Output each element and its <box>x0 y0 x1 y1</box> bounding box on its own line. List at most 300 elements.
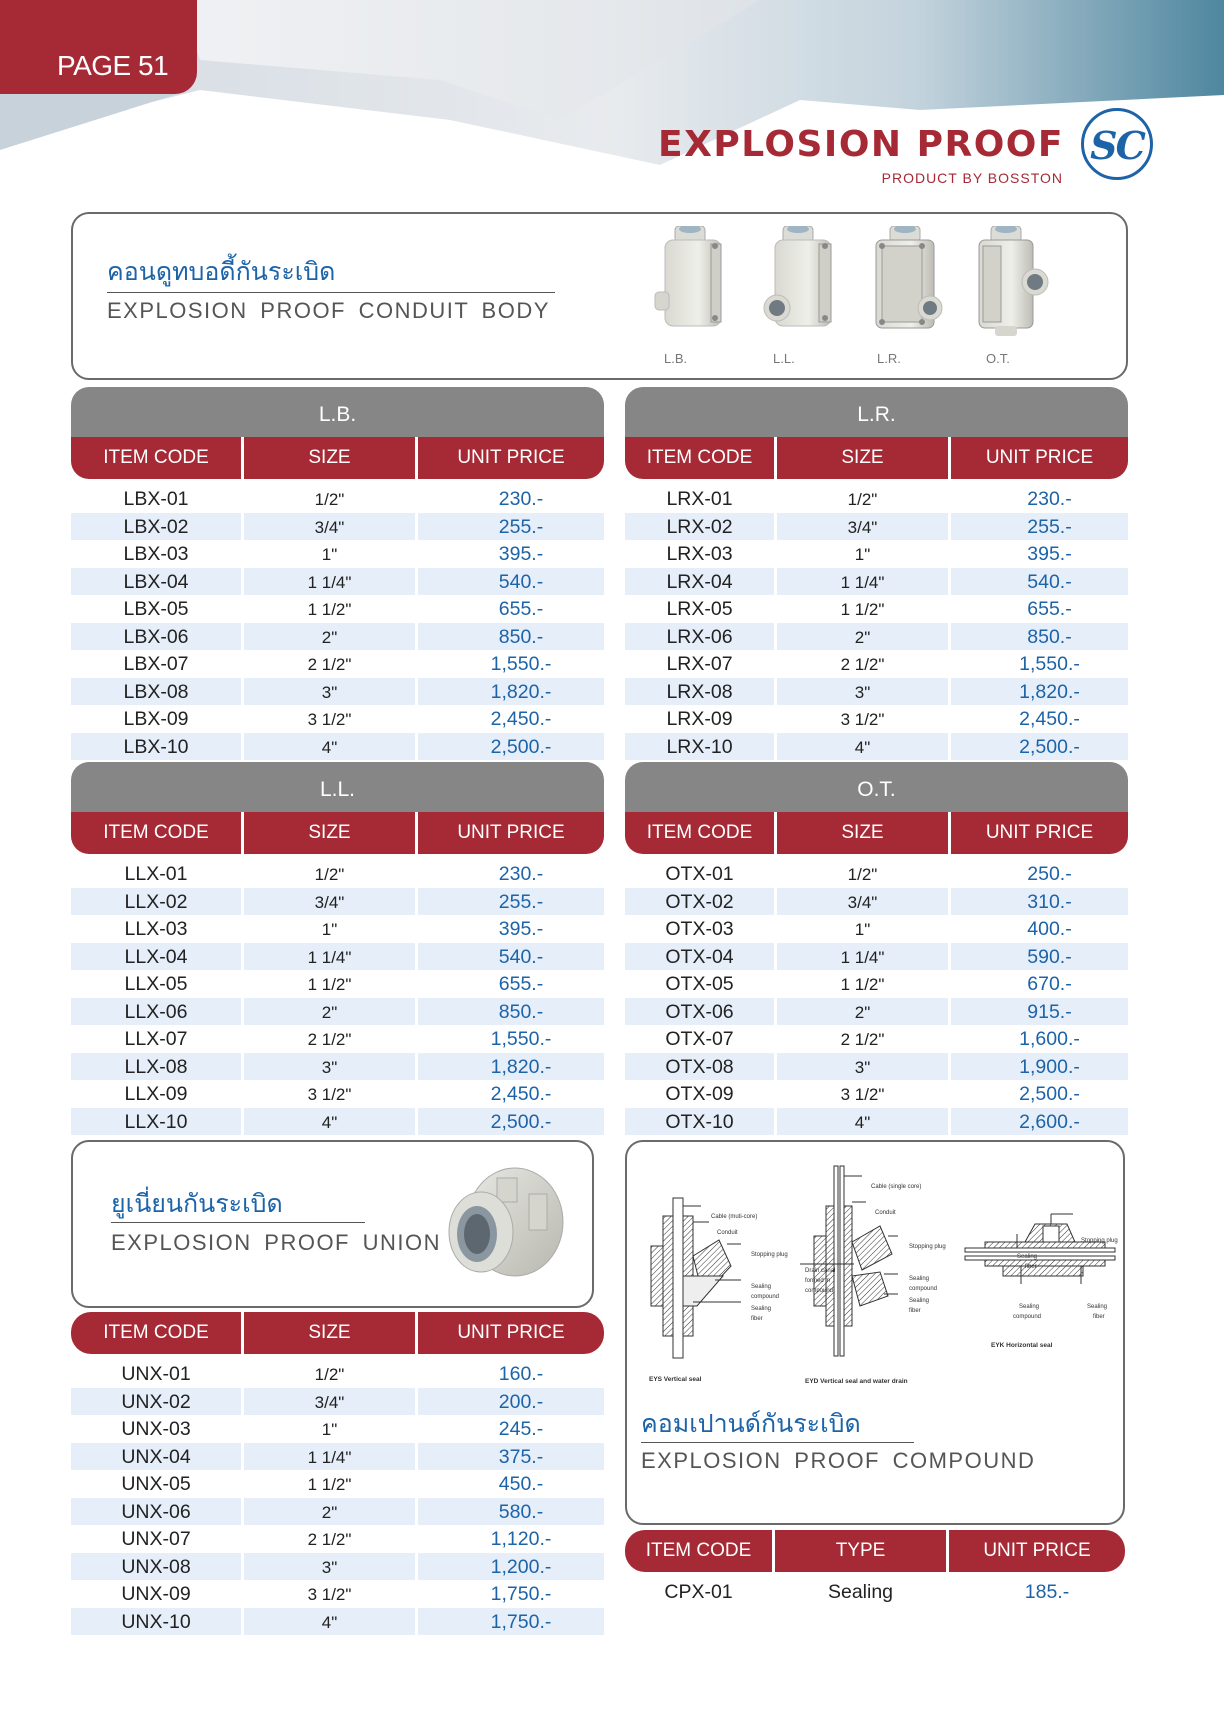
unit-price-cell: 255.- <box>498 515 544 538</box>
compound-english-title: EXPLOSION PROOF COMPOUND <box>641 1448 1036 1473</box>
item-code-cell: LRX-03 <box>625 540 777 568</box>
size-cell: 1" <box>244 1415 418 1443</box>
table-row <box>625 485 1128 513</box>
size-cell: 2" <box>244 1498 418 1526</box>
table-row <box>71 1553 604 1581</box>
unit-price-cell: 2,500.- <box>1019 735 1080 758</box>
eyk-diagram <box>965 1214 1115 1284</box>
item-code-cell: UNX-10 <box>71 1608 244 1636</box>
item-code-cell: LBX-02 <box>71 513 244 541</box>
table-row <box>71 568 604 596</box>
unit-price-cell: 160.- <box>498 1363 544 1385</box>
item-code-cell: OTX-06 <box>625 998 777 1026</box>
unit-price-cell: 230.- <box>1027 488 1072 510</box>
eys-label: Cable (muti-core) <box>711 1214 758 1220</box>
size-cell: 2" <box>777 623 951 651</box>
unit-price-cell: 1,200.- <box>490 1555 552 1578</box>
table-title: L.B. <box>71 387 604 437</box>
table-header-row <box>625 1530 1125 1572</box>
eyd-label: compound <box>805 1288 834 1294</box>
size-cell: 3 1/2" <box>777 705 951 733</box>
table-row <box>625 1025 1128 1053</box>
size-cell: 1/2" <box>244 1360 418 1388</box>
table-row <box>625 915 1128 943</box>
header-item-code: ITEM CODE <box>71 812 244 854</box>
table-row <box>625 1108 1128 1136</box>
table-row <box>71 1443 604 1471</box>
size-cell: 1" <box>777 540 951 568</box>
header-unit-price: UNIT PRICE <box>457 822 565 843</box>
page-subtitle: PRODUCT BY BOSSTON <box>881 170 1063 186</box>
eyk-caption: EYK Horizontal seal <box>991 1342 1053 1349</box>
unit-price-cell: 1,750.- <box>490 1610 552 1633</box>
eys-label: Sealing <box>751 1284 772 1290</box>
item-code-cell: UNX-04 <box>71 1443 244 1471</box>
header-item-code: ITEM CODE <box>625 1530 775 1572</box>
table-body <box>625 485 1128 760</box>
unit-price-cell: 2,450.- <box>1019 708 1080 730</box>
page-title: EXPLOSION PROOF <box>658 124 1064 165</box>
unit-price-cell: 230.- <box>498 863 544 885</box>
compound-thai-title: คอมเปานด์กันระเบิด <box>641 1409 861 1438</box>
table-row <box>71 998 604 1026</box>
unit-price-cell: 395.- <box>498 918 544 940</box>
size-cell: 3/4" <box>777 888 951 916</box>
item-code-cell: UNX-08 <box>71 1553 244 1581</box>
eyk-label: Stopping plug <box>1081 1238 1118 1244</box>
item-code-cell: LBX-09 <box>71 705 244 733</box>
conduit-body-section <box>71 212 1128 380</box>
unit-price-cell: 2,600.- <box>1019 1110 1080 1133</box>
table-row <box>625 998 1128 1026</box>
header-item-code: ITEM CODE <box>625 812 777 854</box>
unit-price-cell: 255.- <box>1027 515 1072 538</box>
eyk-label: fiber <box>1093 1314 1105 1320</box>
table-row <box>71 1498 604 1526</box>
size-cell: 1 1/4" <box>244 568 418 596</box>
header-type: TYPE <box>775 1530 949 1572</box>
item-code-cell: UNX-01 <box>71 1360 244 1388</box>
size-cell: 2" <box>244 623 418 651</box>
unit-price-cell: 2,450.- <box>490 708 552 730</box>
item-code-cell: LLX-07 <box>71 1025 244 1053</box>
size-cell: 1" <box>777 915 951 943</box>
unit-price-cell: 255.- <box>498 890 544 913</box>
size-cell: 4" <box>244 1608 418 1636</box>
eyd-label: formed in <box>805 1278 831 1284</box>
size-cell: 3" <box>777 1053 951 1081</box>
eyd-label: fiber <box>909 1308 921 1314</box>
eys-label: Stopping plug <box>751 1252 788 1258</box>
size-cell: 3" <box>244 1553 418 1581</box>
unit-price-cell: 1,600.- <box>1019 1028 1080 1050</box>
item-code-cell: LRX-09 <box>625 705 777 733</box>
item-code-cell: LLX-03 <box>71 915 244 943</box>
table-body <box>625 860 1128 1135</box>
eyd-label: Conduit <box>875 1210 896 1216</box>
header-unit-price: UNIT PRICE <box>983 1540 1091 1561</box>
unit-price-cell: 395.- <box>1027 543 1072 565</box>
table-row <box>625 623 1128 651</box>
size-cell: 1/2" <box>777 485 951 513</box>
page-number-tab <box>0 0 197 94</box>
table-row <box>71 595 604 623</box>
item-code-cell: LLX-09 <box>71 1080 244 1108</box>
eys-label: compound <box>751 1294 780 1300</box>
table-row <box>71 970 604 998</box>
unit-price-cell: 1,550.- <box>490 653 552 675</box>
eyk-label: compound <box>1013 1314 1042 1320</box>
size-cell: 1 1/4" <box>777 568 951 596</box>
size-cell: 3/4" <box>244 513 418 541</box>
eys-label: Conduit <box>717 1230 738 1236</box>
table-row <box>625 888 1128 916</box>
table-row <box>71 1053 604 1081</box>
lb-price-table <box>71 387 604 760</box>
table-row <box>71 650 604 678</box>
size-cell: 4" <box>244 1108 418 1136</box>
unit-price-cell: 915.- <box>1027 1000 1072 1023</box>
unit-price-cell: 245.- <box>498 1418 544 1440</box>
size-cell: 2" <box>244 998 418 1026</box>
unit-price-cell: 395.- <box>498 543 544 565</box>
header-size: SIZE <box>244 437 418 479</box>
item-code-cell: LBX-08 <box>71 678 244 706</box>
size-cell: 1 1/2" <box>244 1470 418 1498</box>
unit-price-cell: 590.- <box>1027 945 1072 968</box>
table-row <box>71 1608 604 1636</box>
size-cell: 1 1/2" <box>244 970 418 998</box>
table-row <box>71 485 604 513</box>
table-body <box>625 1578 1125 1612</box>
table-body <box>71 860 604 1135</box>
unit-price-cell: 1,550.- <box>1019 653 1080 675</box>
item-code-cell: LLX-05 <box>71 970 244 998</box>
table-row <box>71 623 604 651</box>
size-cell: 2 1/2" <box>244 1525 418 1553</box>
compound-price-table <box>625 1530 1125 1612</box>
table-header-row <box>71 812 604 854</box>
item-code-cell: LRX-05 <box>625 595 777 623</box>
size-cell: 1 1/2" <box>777 595 951 623</box>
item-code-cell: OTX-02 <box>625 888 777 916</box>
unit-price-cell: 450.- <box>498 1473 544 1495</box>
table-header-row <box>71 437 604 479</box>
table-row <box>71 860 604 888</box>
table-row <box>625 1080 1128 1108</box>
ll-price-table <box>71 762 604 1135</box>
item-code-cell: LLX-06 <box>71 998 244 1026</box>
item-code-cell: LLX-10 <box>71 1108 244 1136</box>
table-row <box>71 915 604 943</box>
table-row <box>71 888 604 916</box>
unit-price-cell: 850.- <box>1027 625 1072 648</box>
size-cell: 3 1/2" <box>244 1080 418 1108</box>
unit-price-cell: 670.- <box>1027 973 1072 995</box>
unit-price-cell: 580.- <box>498 1500 544 1523</box>
eys-diagram <box>651 1198 741 1358</box>
union-english-title: EXPLOSION PROOF UNION <box>111 1230 441 1255</box>
size-cell: 3" <box>244 678 418 706</box>
header-unit-price: UNIT PRICE <box>457 1322 565 1343</box>
unit-price-cell: 375.- <box>498 1445 544 1468</box>
unit-price-cell: 200.- <box>498 1390 544 1413</box>
table-row <box>71 1360 604 1388</box>
unit-price-cell: 1,550.- <box>490 1028 552 1050</box>
item-code-cell: LLX-01 <box>71 860 244 888</box>
table-row <box>71 1080 604 1108</box>
title-underline <box>641 1442 914 1443</box>
item-code-cell: UNX-09 <box>71 1580 244 1608</box>
table-header-row <box>625 437 1128 479</box>
header-item-code: ITEM CODE <box>71 437 244 479</box>
table-row <box>71 513 604 541</box>
unit-price-cell: 1,820.- <box>490 680 552 703</box>
size-cell: 1 1/2" <box>244 595 418 623</box>
size-cell: 4" <box>777 1108 951 1136</box>
eys-caption: EYS Vertical seal <box>649 1376 702 1383</box>
table-row <box>71 1580 604 1608</box>
photo-label-lb: L.B. <box>664 351 688 366</box>
item-code-cell: LRX-10 <box>625 733 777 761</box>
header-size: SIZE <box>777 812 951 854</box>
unit-price-cell: 1,120.- <box>490 1528 552 1550</box>
unit-price-cell: 850.- <box>498 1000 544 1023</box>
size-cell: 2 1/2" <box>777 650 951 678</box>
unit-price-cell: 2,500.- <box>490 735 552 758</box>
ot-price-table <box>625 762 1128 1135</box>
item-code-cell: UNX-07 <box>71 1525 244 1553</box>
unit-price-cell: 655.- <box>1027 598 1072 620</box>
item-code-cell: OTX-03 <box>625 915 777 943</box>
size-cell: 1" <box>244 540 418 568</box>
header-size: SIZE <box>244 812 418 854</box>
item-code-cell: UNX-03 <box>71 1415 244 1443</box>
item-code-cell: LBX-04 <box>71 568 244 596</box>
table-row <box>625 860 1128 888</box>
table-row <box>625 1578 1125 1612</box>
table-row <box>625 568 1128 596</box>
item-code-cell: LRX-04 <box>625 568 777 596</box>
unit-price-cell: 2,500.- <box>1019 1083 1080 1105</box>
conduit-body-english-title: EXPLOSION PROOF CONDUIT BODY <box>107 298 550 323</box>
photo-label-lr: L.R. <box>877 351 901 366</box>
title-underline <box>107 292 555 293</box>
table-title: O.T. <box>625 762 1128 812</box>
sc-logo <box>1081 108 1153 180</box>
item-code-cell: OTX-07 <box>625 1025 777 1053</box>
unit-price-cell: 2,500.- <box>490 1110 552 1133</box>
eyk-label: fiber <box>1025 1264 1037 1270</box>
table-row <box>625 733 1128 761</box>
table-body <box>71 485 604 760</box>
size-cell: 1/2" <box>244 860 418 888</box>
unit-price-cell: 400.- <box>1027 918 1072 940</box>
type-cell: Sealing <box>775 1578 949 1612</box>
table-row <box>71 678 604 706</box>
table-row <box>625 650 1128 678</box>
table-title: L.L. <box>71 762 604 812</box>
size-cell: 4" <box>244 733 418 761</box>
table-row <box>625 513 1128 541</box>
page-number: PAGE 51 <box>57 50 169 81</box>
ll-fitting-image <box>764 226 831 326</box>
unit-price-cell: 540.- <box>1027 570 1072 593</box>
size-cell: 3" <box>777 678 951 706</box>
item-code-cell: LRX-07 <box>625 650 777 678</box>
union-price-table <box>71 1312 604 1635</box>
table-row <box>71 1525 604 1553</box>
table-row <box>71 1108 604 1136</box>
union-section <box>71 1140 594 1308</box>
size-cell: 2 1/2" <box>244 1025 418 1053</box>
unit-price-cell: 185.- <box>1024 1581 1070 1603</box>
item-code-cell: OTX-05 <box>625 970 777 998</box>
table-header-row <box>71 1312 604 1354</box>
lr-fitting-image <box>876 226 942 328</box>
table-row <box>625 540 1128 568</box>
table-header-row <box>625 812 1128 854</box>
unit-price-cell: 230.- <box>498 488 544 510</box>
item-code-cell: LBX-05 <box>71 595 244 623</box>
table-row <box>625 943 1128 971</box>
size-cell: 1 1/2" <box>777 970 951 998</box>
unit-price-cell: 1,820.- <box>490 1055 552 1078</box>
size-cell: 3/4" <box>244 888 418 916</box>
item-code-cell: LLX-08 <box>71 1053 244 1081</box>
table-row <box>71 1388 604 1416</box>
size-cell: 1 1/4" <box>244 1443 418 1471</box>
item-code-cell: LBX-06 <box>71 623 244 651</box>
photo-label-ll: L.L. <box>773 351 795 366</box>
size-cell: 2" <box>777 998 951 1026</box>
conduit-body-thai-title: คอนดูทบอดี้กันระเบิด <box>107 257 336 286</box>
unit-price-cell: 310.- <box>1027 890 1072 913</box>
size-cell: 3 1/2" <box>777 1080 951 1108</box>
size-cell: 2 1/2" <box>777 1025 951 1053</box>
item-code-cell: OTX-01 <box>625 860 777 888</box>
item-code-cell: OTX-09 <box>625 1080 777 1108</box>
eyd-caption: EYD Vertical seal and water drain <box>805 1378 908 1385</box>
size-cell: 3 1/2" <box>244 705 418 733</box>
item-code-cell: LBX-10 <box>71 733 244 761</box>
item-code-cell: LLX-04 <box>71 943 244 971</box>
lb-fitting-image <box>655 226 721 326</box>
photo-label-ot: O.T. <box>986 351 1010 366</box>
unit-price-cell: 655.- <box>498 973 544 995</box>
table-row <box>625 678 1128 706</box>
eyk-label: Sealing <box>1017 1254 1038 1260</box>
size-cell: 1 1/4" <box>244 943 418 971</box>
table-row <box>625 1053 1128 1081</box>
header-size: SIZE <box>244 1312 418 1354</box>
header-unit-price: UNIT PRICE <box>457 447 565 468</box>
eyk-label: Sealing <box>1087 1304 1108 1310</box>
size-cell: 3/4" <box>777 513 951 541</box>
eyd-label: Sealing <box>909 1298 930 1304</box>
unit-price-cell: 540.- <box>498 945 544 968</box>
lr-price-table <box>625 387 1128 760</box>
table-row <box>71 733 604 761</box>
header-item-code: ITEM CODE <box>625 437 777 479</box>
logo-text: SC <box>1090 123 1144 168</box>
size-cell: 3" <box>244 1053 418 1081</box>
item-code-cell: UNX-05 <box>71 1470 244 1498</box>
unit-price-cell: 250.- <box>1027 863 1072 885</box>
eys-label: fiber <box>751 1316 763 1322</box>
unit-price-cell: 655.- <box>498 598 544 620</box>
table-row <box>71 943 604 971</box>
eyd-label: compound <box>909 1286 938 1292</box>
eyd-label: Sealing <box>909 1276 930 1282</box>
unit-price-cell: 540.- <box>498 570 544 593</box>
size-cell: 3/4" <box>244 1388 418 1416</box>
eyd-label: Cable (single core) <box>871 1184 922 1190</box>
unit-price-cell: 1,750.- <box>490 1583 552 1605</box>
eys-label: Sealing <box>751 1306 772 1312</box>
size-cell: 3 1/2" <box>244 1580 418 1608</box>
item-code-cell: CPX-01 <box>625 1578 775 1612</box>
item-code-cell: LLX-02 <box>71 888 244 916</box>
item-code-cell: LBX-03 <box>71 540 244 568</box>
table-row <box>625 595 1128 623</box>
size-cell: 4" <box>777 733 951 761</box>
header-size: SIZE <box>777 437 951 479</box>
item-code-cell: LBX-07 <box>71 650 244 678</box>
conduit-body-photos <box>653 226 1113 346</box>
eyd-label: Drain canal <box>805 1268 836 1274</box>
unit-price-cell: 850.- <box>498 625 544 648</box>
header-unit-price: UNIT PRICE <box>985 822 1094 843</box>
size-cell: 1 1/4" <box>777 943 951 971</box>
compound-section <box>625 1140 1125 1525</box>
table-title: L.R. <box>625 387 1128 437</box>
table-row <box>71 1470 604 1498</box>
title-underline <box>111 1222 365 1223</box>
eyd-diagram <box>800 1166 898 1356</box>
size-cell: 1" <box>244 915 418 943</box>
item-code-cell: LBX-01 <box>71 485 244 513</box>
union-photo <box>433 1154 573 1294</box>
item-code-cell: UNX-06 <box>71 1498 244 1526</box>
header-item-code: ITEM CODE <box>71 1312 244 1354</box>
table-row <box>625 705 1128 733</box>
item-code-cell: LRX-06 <box>625 623 777 651</box>
table-body <box>71 1360 604 1635</box>
header-unit-price: UNIT PRICE <box>985 447 1094 468</box>
eyd-label: Stopping plug <box>909 1244 946 1250</box>
size-cell: 1/2" <box>244 485 418 513</box>
item-code-cell: LRX-08 <box>625 678 777 706</box>
table-row <box>71 705 604 733</box>
item-code-cell: OTX-08 <box>625 1053 777 1081</box>
item-code-cell: OTX-10 <box>625 1108 777 1136</box>
item-code-cell: LRX-01 <box>625 485 777 513</box>
table-row <box>71 1415 604 1443</box>
unit-price-cell: 2,450.- <box>490 1083 552 1105</box>
ot-fitting-image <box>979 226 1048 336</box>
union-thai-title: ยูเนี่ยนกันระเบิด <box>111 1189 283 1218</box>
item-code-cell: LRX-02 <box>625 513 777 541</box>
size-cell: 1/2" <box>777 860 951 888</box>
unit-price-cell: 1,900.- <box>1019 1055 1080 1078</box>
eyk-label: Sealing <box>1019 1304 1040 1310</box>
size-cell: 2 1/2" <box>244 650 418 678</box>
table-row <box>71 1025 604 1053</box>
unit-price-cell: 1,820.- <box>1019 680 1080 703</box>
table-row <box>625 970 1128 998</box>
item-code-cell: OTX-04 <box>625 943 777 971</box>
